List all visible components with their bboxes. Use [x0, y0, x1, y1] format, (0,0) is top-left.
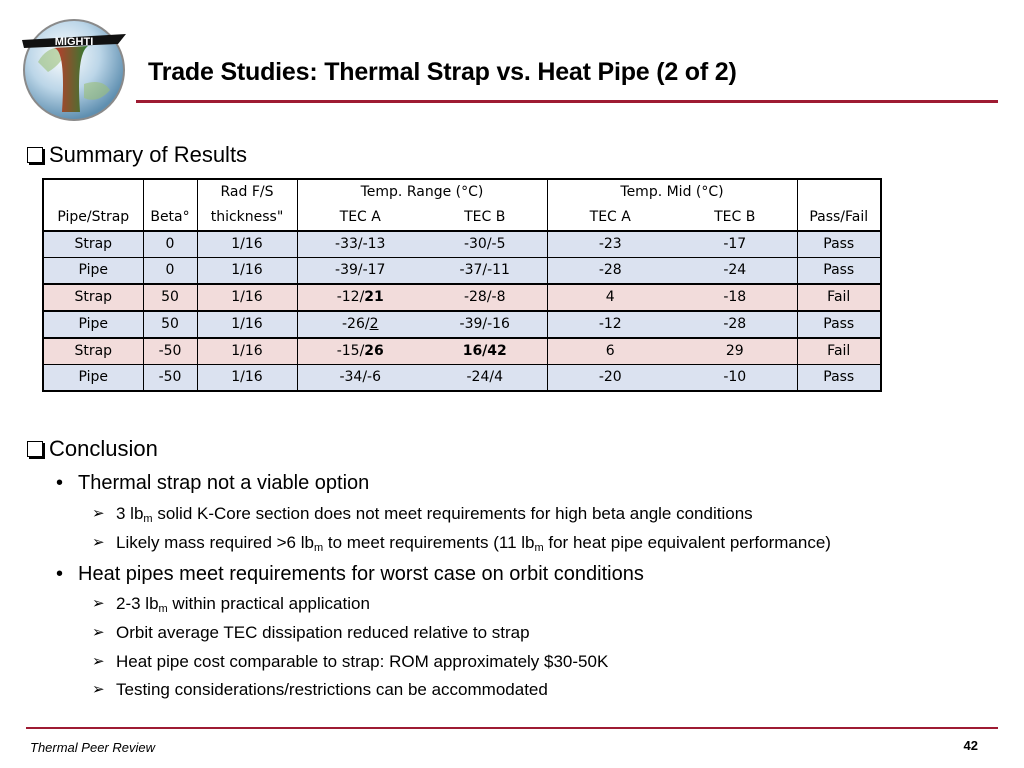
cell-type: Pipe: [43, 258, 143, 285]
cell-mid-b: -18: [673, 284, 797, 311]
cell-range-a: -39/-17: [297, 258, 423, 285]
cell-range-b: 16/42: [423, 338, 547, 365]
arrow-bullet-icon: ➢: [92, 505, 105, 522]
summary-heading-text: Summary of Results: [49, 142, 248, 167]
subscript: m: [313, 542, 324, 554]
header-cell: [43, 179, 143, 205]
results-table: [42, 178, 882, 392]
header-temp-range: Temp. Range (°C): [297, 179, 547, 205]
cell-mid-b: 29: [673, 338, 797, 365]
header-range-tec-a: TEC A: [297, 205, 423, 231]
cell-range-a: -33/-13: [297, 231, 423, 258]
bullet-dot-icon: •: [56, 563, 64, 585]
cell-type: Strap: [43, 284, 143, 311]
text-part: for heat pipe equivalent performance): [543, 533, 831, 552]
header-cell: [797, 179, 881, 205]
cell-result: Pass: [797, 258, 881, 285]
cell-range-b: -39/-16: [423, 311, 547, 338]
text-part: to meet requirements (11 lb: [323, 533, 535, 552]
cell-mid-b: -17: [673, 231, 797, 258]
range-a-text: -12/: [336, 289, 365, 305]
cell-result: Pass: [797, 231, 881, 258]
cell-thickness: 1/16: [197, 311, 297, 338]
sub-bullet-text: [116, 504, 753, 523]
bullet-text: Thermal strap not a viable option: [78, 472, 370, 494]
summary-heading: [27, 142, 247, 168]
bullet-item: [56, 563, 644, 586]
table-row: [43, 338, 881, 365]
cell-range-a: [297, 311, 423, 338]
cell-thickness: 1/16: [197, 284, 297, 311]
cell-mid-a: -23: [547, 231, 673, 258]
bullet-text: Heat pipes meet requirements for worst case on orbit conditions: [78, 563, 644, 585]
cell-type: Pipe: [43, 311, 143, 338]
cell-mid-a: -20: [547, 365, 673, 392]
header-pipe-strap: Pipe/Strap: [43, 205, 143, 231]
sub-bullet-item: [92, 533, 831, 554]
table-row: [43, 284, 881, 311]
header-mid-tec-b: TEC B: [673, 205, 797, 231]
cell-beta: 0: [143, 258, 197, 285]
cell-beta: 0: [143, 231, 197, 258]
cell-mid-a: -12: [547, 311, 673, 338]
text-part: solid K-Core section does not meet requirements for high beta angle conditions: [152, 504, 753, 523]
cell-mid-b: -24: [673, 258, 797, 285]
range-a-highlight: 2: [369, 316, 379, 332]
range-a-text: -15/: [336, 343, 365, 359]
page-title: Trade Studies: Thermal Strap vs. Heat Pipe (2 of 2): [148, 58, 737, 86]
cell-thickness: 1/16: [197, 231, 297, 258]
range-a-highlight: 26: [364, 343, 384, 359]
sub-bullet-item: [92, 504, 753, 525]
header-pass-fail: Pass/Fail: [797, 205, 881, 231]
cell-mid-a: 4: [547, 284, 673, 311]
cell-beta: 50: [143, 311, 197, 338]
header-beta: Beta°: [143, 205, 197, 231]
cell-range-a: [297, 338, 423, 365]
range-a-text: -26/: [341, 316, 370, 332]
cell-result: Pass: [797, 365, 881, 392]
cell-mid-b: -28: [673, 311, 797, 338]
footer-label: Thermal Peer Review: [30, 740, 155, 755]
cell-range-b: -37/-11: [423, 258, 547, 285]
cell-beta: -50: [143, 338, 197, 365]
sub-bullet-item: [92, 623, 530, 643]
table-row: [43, 231, 881, 258]
conclusion-heading-text: Conclusion: [49, 436, 158, 461]
cell-range-a: -34/-6: [297, 365, 423, 392]
cell-mid-b: -10: [673, 365, 797, 392]
cell-range-b: -24/4: [423, 365, 547, 392]
table-header-row-bottom: [43, 205, 881, 231]
sub-bullet-text: Testing considerations/restrictions can be accommodated: [116, 680, 548, 699]
cell-type: Pipe: [43, 365, 143, 392]
sub-bullet-text: [116, 594, 370, 613]
bullet-item: [56, 472, 369, 495]
header-range-tec-b: TEC B: [423, 205, 547, 231]
sub-bullet-item: [92, 594, 370, 615]
text-part: 3 lb: [116, 504, 144, 523]
table-row: [43, 258, 881, 285]
cell-beta: -50: [143, 365, 197, 392]
arrow-bullet-icon: ➢: [92, 595, 105, 612]
arrow-bullet-icon: ➢: [92, 653, 105, 670]
cell-thickness: 1/16: [197, 365, 297, 392]
table-row: [43, 311, 881, 338]
header-cell: [143, 179, 197, 205]
cell-result: Fail: [797, 284, 881, 311]
cell-range-a: [297, 284, 423, 311]
cell-mid-a: 6: [547, 338, 673, 365]
arrow-bullet-icon: ➢: [92, 534, 105, 551]
cell-beta: 50: [143, 284, 197, 311]
footer-rule: [26, 727, 998, 729]
cell-type: Strap: [43, 338, 143, 365]
cell-thickness: 1/16: [197, 338, 297, 365]
arrow-bullet-icon: ➢: [92, 624, 105, 641]
sub-bullet-item: [92, 652, 608, 672]
text-part: within practical application: [167, 594, 370, 613]
cell-thickness: 1/16: [197, 258, 297, 285]
checkbox-bullet-icon: [27, 147, 43, 163]
table-header-row-top: [43, 179, 881, 205]
cell-result: Pass: [797, 311, 881, 338]
conclusion-heading: [27, 436, 158, 462]
text-part: 2-3 lb: [116, 594, 159, 613]
range-a-highlight: 21: [364, 289, 384, 305]
subscript: m: [143, 513, 153, 525]
sub-bullet-text: [116, 533, 831, 552]
header-rad-fs: Rad F/S: [197, 179, 297, 205]
bullet-dot-icon: •: [56, 472, 64, 494]
header-temp-mid: Temp. Mid (°C): [547, 179, 797, 205]
cell-type: Strap: [43, 231, 143, 258]
subscript: m: [158, 603, 168, 615]
text-part: Likely mass required >6 lb: [116, 533, 314, 552]
sub-bullet-item: [92, 680, 548, 700]
checkbox-bullet-icon: [27, 441, 43, 457]
logo-text: MIGHTI: [54, 36, 94, 48]
title-rule: [136, 100, 998, 103]
cell-mid-a: -28: [547, 258, 673, 285]
page-number: 42: [963, 738, 978, 753]
header-thickness: thickness": [197, 205, 297, 231]
cell-result: Fail: [797, 338, 881, 365]
header-mid-tec-a: TEC A: [547, 205, 673, 231]
table-row: [43, 365, 881, 392]
arrow-bullet-icon: ➢: [92, 681, 105, 698]
cell-range-b: -30/-5: [423, 231, 547, 258]
mighti-logo: [18, 14, 130, 122]
cell-range-b: -28/-8: [423, 284, 547, 311]
subscript: m: [534, 542, 544, 554]
sub-bullet-text: Orbit average TEC dissipation reduced relative to strap: [116, 623, 530, 642]
sub-bullet-text: Heat pipe cost comparable to strap: ROM approximately $30-50K: [116, 652, 609, 671]
